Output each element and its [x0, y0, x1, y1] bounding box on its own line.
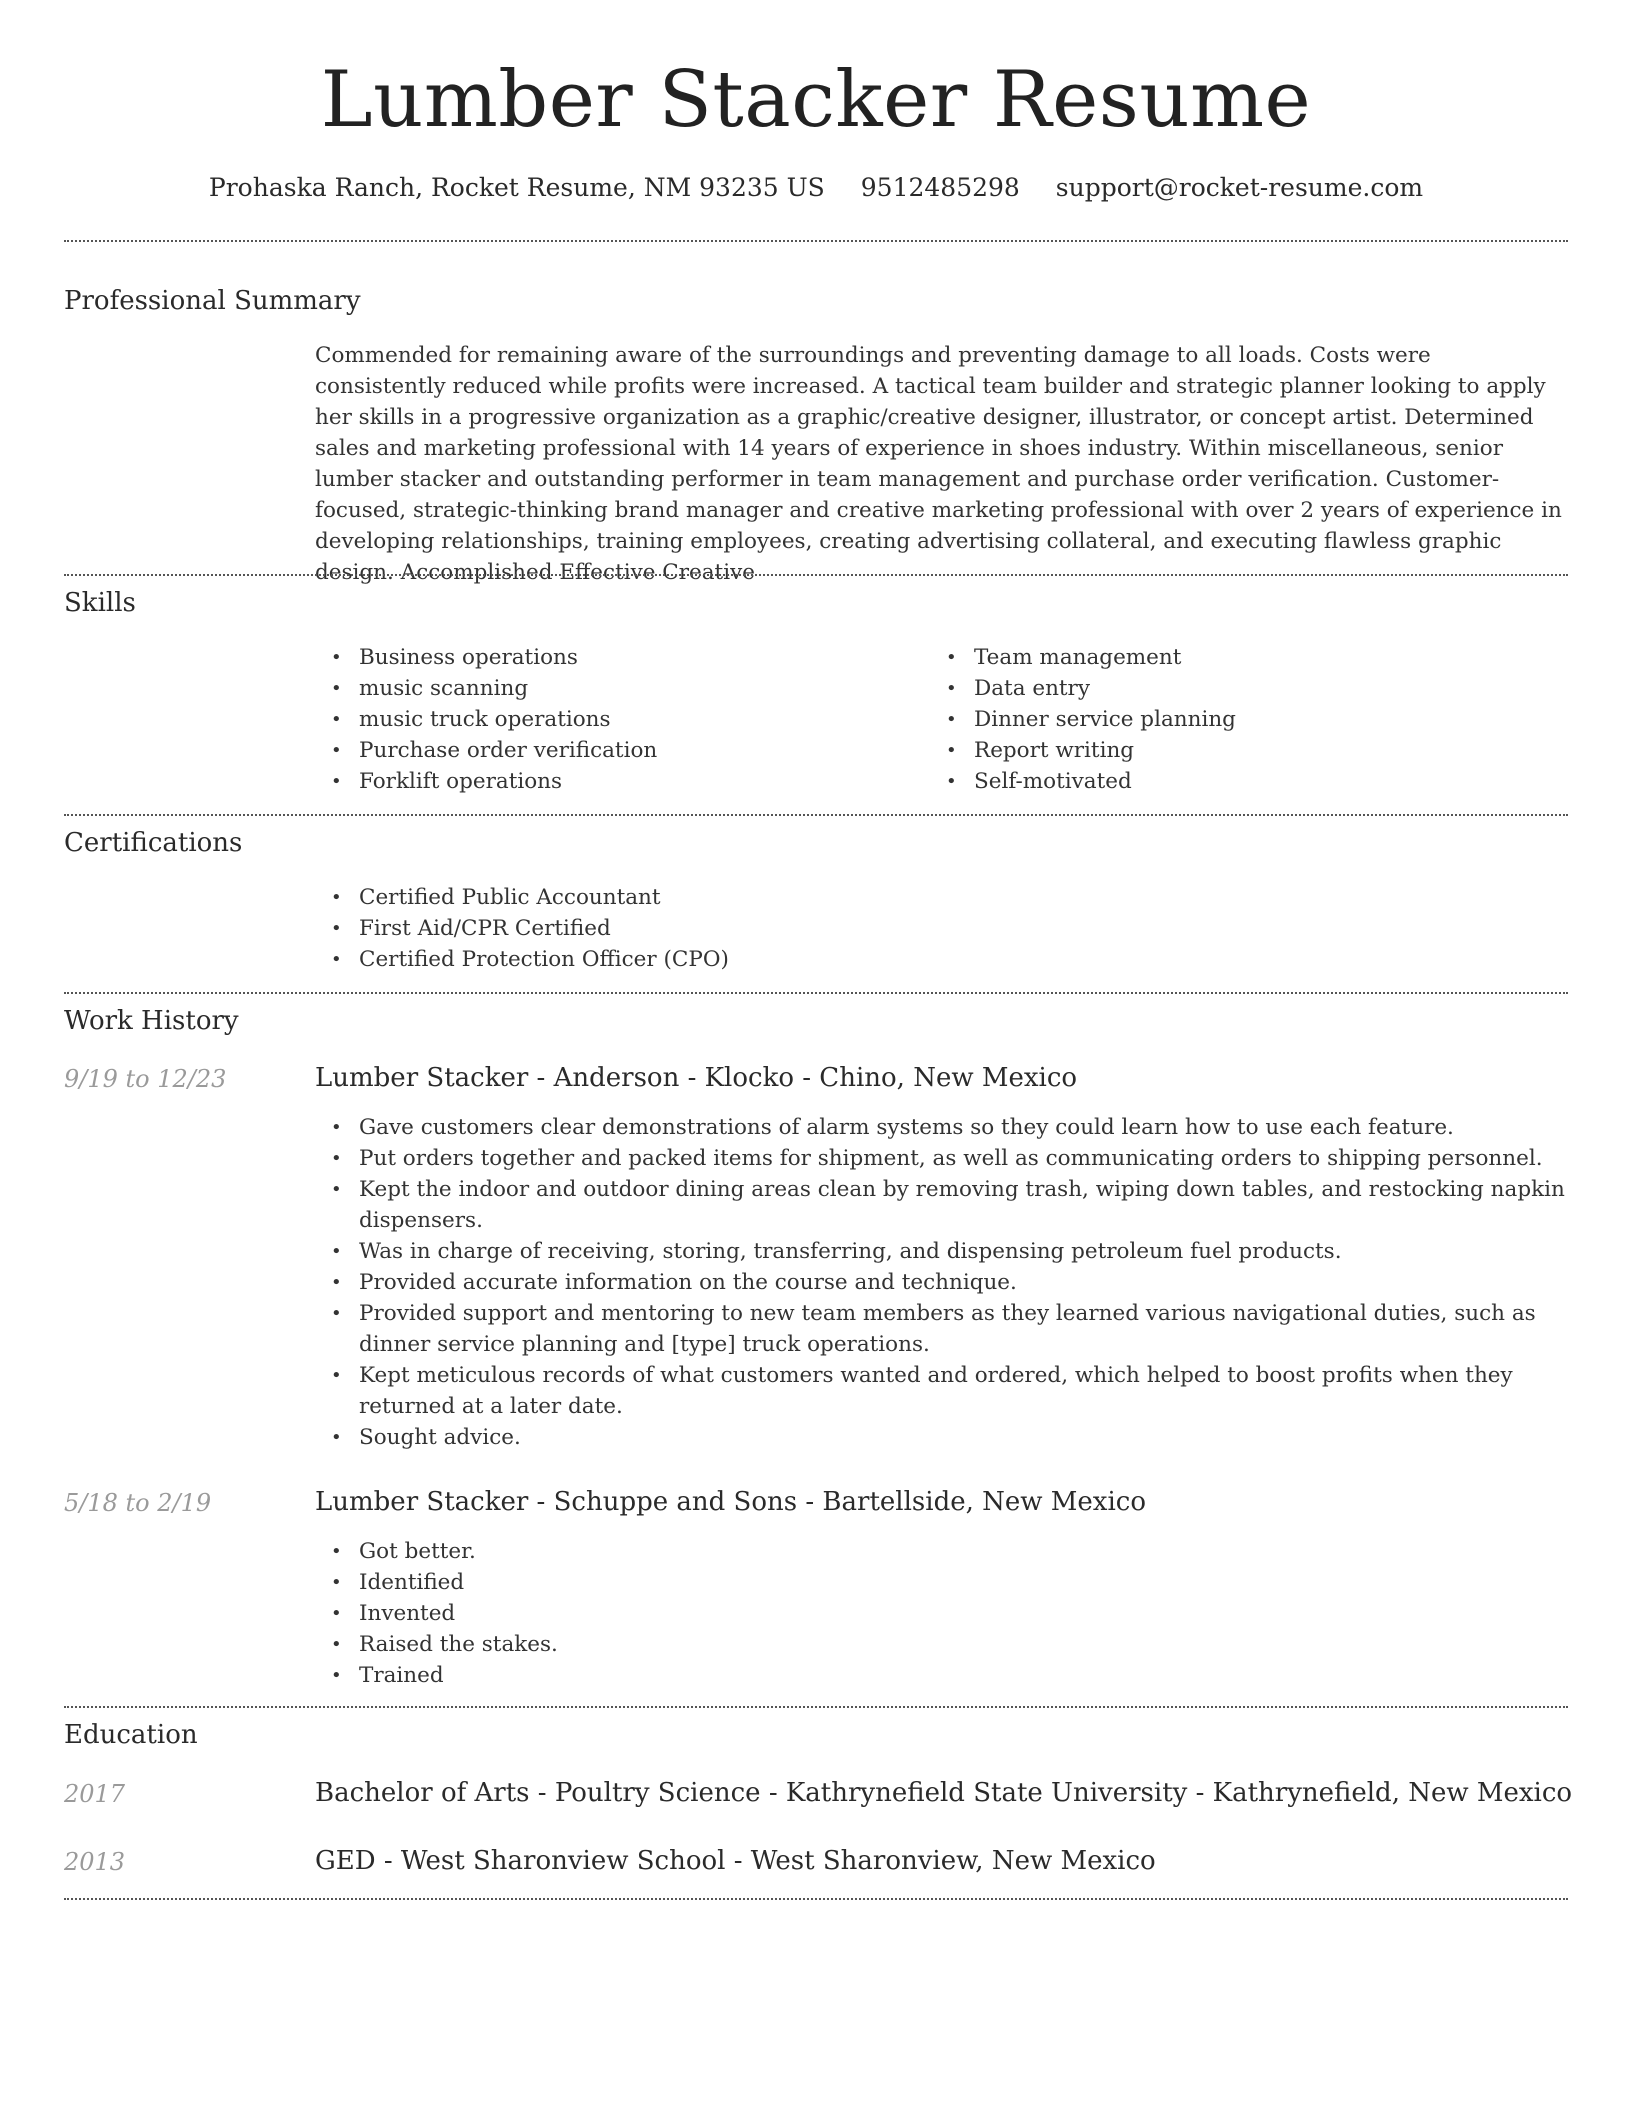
skill-item: • Purchase order verification [315, 735, 930, 766]
summary-heading: Professional Summary [64, 286, 361, 316]
summary-text: Commended for remaining aware of the surroundings and preventing damage to all loads. Costs were consistently reduced while profits were increased. A tactical team builder and strategic planner looking to apply her skills in a progressive organization as a graphic/creative designer, illustrator, or concept artist. Determined sales and marketing professional with 14 years of experience in shoes industry. Within miscellaneous, senior lumber stacker and outstanding performer in team management and purchase order verification. Customer-focused, strategic-thinking brand manager and creative marketing professional with over 2 years of experience in developing relationships, training employees, creating advertising collateral, and executing flawless graphic design. Accomplished Effective Creative [315, 343, 1562, 585]
divider [64, 992, 1568, 994]
certification-item: • Certified Protection Officer (CPO) [315, 944, 930, 975]
divider [64, 574, 1568, 576]
skill-item: • music scanning [315, 673, 930, 704]
page-title: Lumber Stacker Resume [320, 55, 1312, 145]
skills-heading: Skills [64, 588, 136, 618]
skill-item: • Forklift operations [315, 766, 930, 797]
job-bullet: • Was in charge of receiving, storing, transferring, and dispensing petroleum fuel products. [315, 1236, 1568, 1267]
education-heading: Education [64, 1720, 198, 1750]
certification-item: • First Aid/CPR Certified [315, 913, 930, 944]
job-title: Lumber Stacker - Anderson - Klocko - Chino, New Mexico [315, 1063, 1078, 1093]
skill-item: • Self-motivated [930, 766, 1545, 797]
work-heading: Work History [64, 1006, 239, 1036]
education-entry: Bachelor of Arts - Poultry Science - Kathrynefield State University - Kathrynefield, New Mexico [315, 1778, 1573, 1808]
skill-item: • Report writing [930, 735, 1545, 766]
job-bullet: • Kept the indoor and outdoor dining areas clean by removing trash, wiping down tables, and restocking napkin dispensers. [315, 1174, 1568, 1236]
job-bullet: • Identified [315, 1567, 1568, 1598]
job-bullets [315, 1112, 1568, 1453]
certifications-list [315, 882, 930, 975]
job-bullet: • Sought advice. [315, 1422, 1568, 1453]
job-bullet: • Gave customers clear demonstrations of alarm systems so they could learn how to use each feature. [315, 1112, 1568, 1143]
resume-page [64, 0, 1573, 2112]
job-dates: 9/19 to 12/23 [64, 1065, 227, 1093]
divider [64, 240, 1568, 242]
job-title: Lumber Stacker - Schuppe and Sons - Bartellside, New Mexico [315, 1487, 1146, 1517]
job-bullet: • Kept meticulous records of what customers wanted and ordered, which helped to boost profits when they returned at a later date. [315, 1360, 1568, 1422]
skill-item: • Team management [930, 642, 1545, 673]
job-bullet: • Invented [315, 1598, 1568, 1629]
skill-item: • Dinner service planning [930, 704, 1545, 735]
job-bullet: • Provided accurate information on the course and technique. [315, 1267, 1568, 1298]
skills-column-right [930, 642, 1545, 797]
skill-item: • Business operations [315, 642, 930, 673]
job-bullet: • Got better. [315, 1536, 1568, 1567]
contact-line [64, 170, 1568, 206]
education-year: 2017 [64, 1780, 126, 1808]
education-year: 2013 [64, 1848, 126, 1876]
skills-column-left [315, 642, 930, 797]
job-bullet: • Raised the stakes. [315, 1629, 1568, 1660]
job-bullet: • Put orders together and packed items for shipment, as well as communicating orders to shipping personnel. [315, 1143, 1568, 1174]
skill-item: • music truck operations [315, 704, 930, 735]
certifications-heading: Certifications [64, 828, 243, 858]
divider [64, 1706, 1568, 1708]
certification-item: • Certified Public Accountant [315, 882, 930, 913]
job-bullet: • Trained [315, 1660, 1568, 1691]
job-dates: 5/18 to 2/19 [64, 1489, 212, 1517]
contact-address: Prohaska Ranch, Rocket Resume, NM 93235 US [208, 173, 825, 202]
contact-email: support@rocket-resume.com [1055, 173, 1424, 202]
contact-phone: 9512485298 [860, 173, 1020, 202]
divider [64, 1898, 1568, 1900]
education-entry: GED - West Sharonview School - West Sharonview, New Mexico [315, 1846, 1156, 1876]
job-bullet: • Provided support and mentoring to new team members as they learned various navigational duties, such as dinner service planning and [type] truck operations. [315, 1298, 1568, 1360]
job-bullets [315, 1536, 1568, 1691]
divider [64, 814, 1568, 816]
skill-item: • Data entry [930, 673, 1545, 704]
